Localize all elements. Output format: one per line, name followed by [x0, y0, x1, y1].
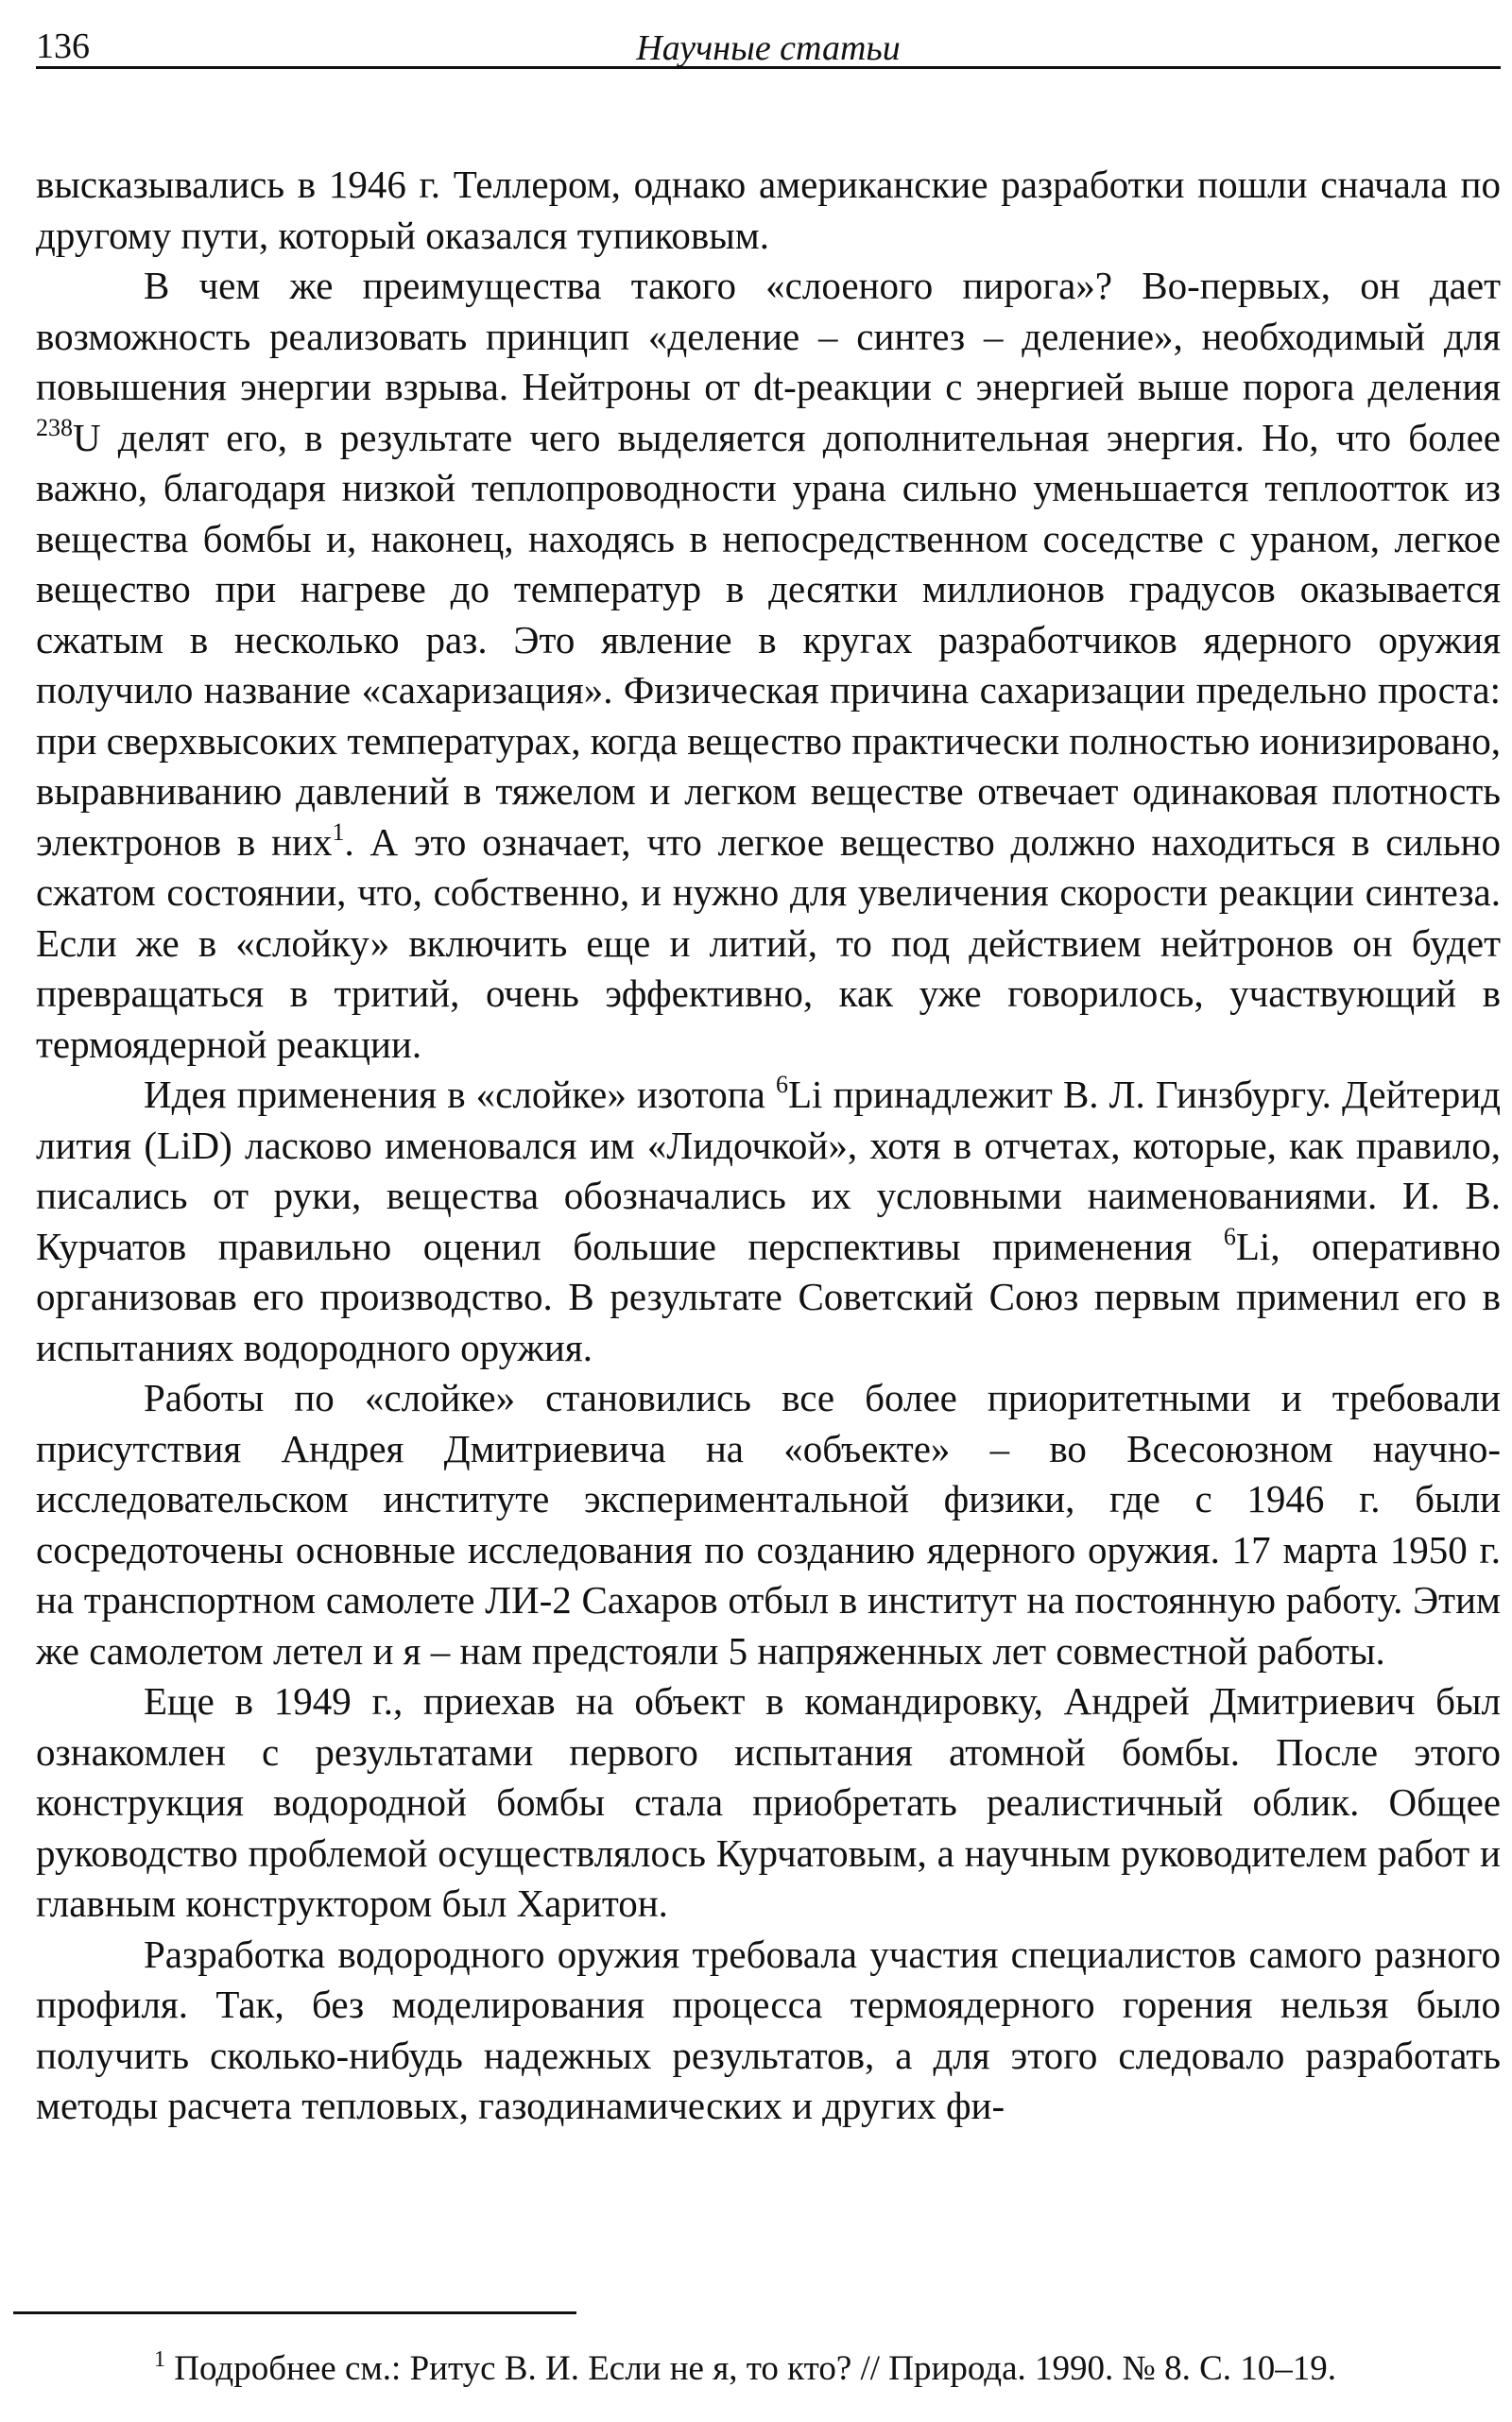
- footnote-marker: 1: [154, 2347, 165, 2372]
- paragraph-text: Li принадлежит В. Л. Гинзбургу. Дейтерид лития (LiD) ласково именовался им «Лидочкой», хотя в отчетах, которые, как правило, писались от руки, вещества обозначались их условными наименованиями. И. В. Курчатов правильно оценил большие перспективы применения: [36, 1073, 1501, 1268]
- paragraph-object: [36, 1373, 1501, 1676]
- paragraph-text: В чем же преимущества такого «слоеного пирога»? Во-первых, он дает возможность реализовать принцип «деление – синтез – деление», необходимый для повышения энергии взрыва. Нейтроны от dt-реакции с энергией выше порога деления: [36, 264, 1501, 408]
- paragraph-development: [36, 1930, 1501, 2132]
- paragraph-1949: [36, 1676, 1501, 1930]
- running-title: Научные статьи: [636, 28, 901, 68]
- paragraph-text: Еще в 1949 г., приехав на объект в командировку, Андрей Дмитриевич был ознакомлен с результатами первого испытания атомной бомбы. После этого конструкция водородной бомбы стала приобретать реалистичный облик. Общее руководство проблемой осуществлялось Курчатовым, а научным руководителем работ и главным конструктором был Харитон.: [36, 1679, 1501, 1925]
- paragraph-text: U делят его, в результате чего выделяется дополнительная энергия. Но, что более важно, благодаря низкой теплопроводности урана сильно уменьшается теплоотток из вещества бомбы и, наконец, находясь в непосредственном соседстве с ураном, легкое вещество при нагреве до температур в десятки миллионов градусов оказывается сжатым в несколько раз. Это явление в кругах разработчиков ядерного оружия получило название «сахаризация». Физическая причина сахаризации предельно проста: при сверхвысоких температурах, когда вещество практически полностью ионизировано, выравниванию давлений в тяжелом и легком веществе отвечает одинаковая плотность электронов в них: [36, 415, 1501, 864]
- paragraph-text: Работы по «слойке» становились все более приоритетными и требовали присутствия Андрея Дмитриевича на «объекте» – во Всесоюзном научно-исследовательском институте экспериментальной физики, где с 1946 г. были сосредоточены основные исследования по созданию ядерного оружия. 17 марта 1950 г. на транспортном самолете ЛИ-2 Сахаров отбыл в институт на постоянную работу. Этим же самолетом летел и я – нам предстояли 5 напряженных лет совместной работы.: [36, 1376, 1501, 1673]
- paragraph-continuation: [36, 160, 1501, 261]
- article-body: [36, 160, 1501, 2132]
- page-number: 136: [36, 26, 90, 66]
- book-page: [36, 19, 1501, 2132]
- footnote-divider: [13, 2311, 576, 2314]
- footnote-text: Подробнее см.: Ритус В. И. Если не я, то кто? // Природа. 1990. № 8. С. 10–19.: [165, 2349, 1336, 2388]
- paragraph-text: Li, оперативно организовав его производство. В результате Советский Союз первым применил его в испытаниях водородного оружия.: [36, 1224, 1501, 1369]
- paragraph-text: высказывались в 1946 г. Теллером, однако американские разработки пошли сначала по другому пути, который оказался тупиковым.: [36, 163, 1501, 257]
- paragraph-lithium: [36, 1070, 1501, 1373]
- footnote-reference: 1: [332, 817, 345, 846]
- paragraph-text: Идея применения в «слойке» изотопа: [144, 1073, 777, 1116]
- footnote: [154, 2347, 1496, 2388]
- paragraph-text: Разработка водородного оружия требовала участия специалистов самого разного профиля. Так, без моделирования процесса термоядерного горения нельзя было получить сколько-нибудь надежных результатов, а для этого следовало разработать методы расчета тепловых, газодинамических и других фи-: [36, 1932, 1501, 2127]
- paragraph-text: . А это означает, что легкое вещество должно находиться в сильно сжатом состоянии, что, собственно, и нужно для увеличения скорости реакции синтеза. Если же в «слойку» включить еще и литий, то под действием нейтронов он будет превращаться в тритий, очень эффективно, как уже говорилось, участвующий в термоядерной реакции.: [36, 819, 1501, 1066]
- isotope-mass-superscript: 238: [36, 413, 73, 441]
- isotope-mass-superscript: 6: [776, 1071, 789, 1098]
- paragraph-layered-cake: [36, 261, 1501, 1070]
- isotope-mass-superscript: 6: [1223, 1222, 1236, 1250]
- page-header: [36, 19, 1501, 69]
